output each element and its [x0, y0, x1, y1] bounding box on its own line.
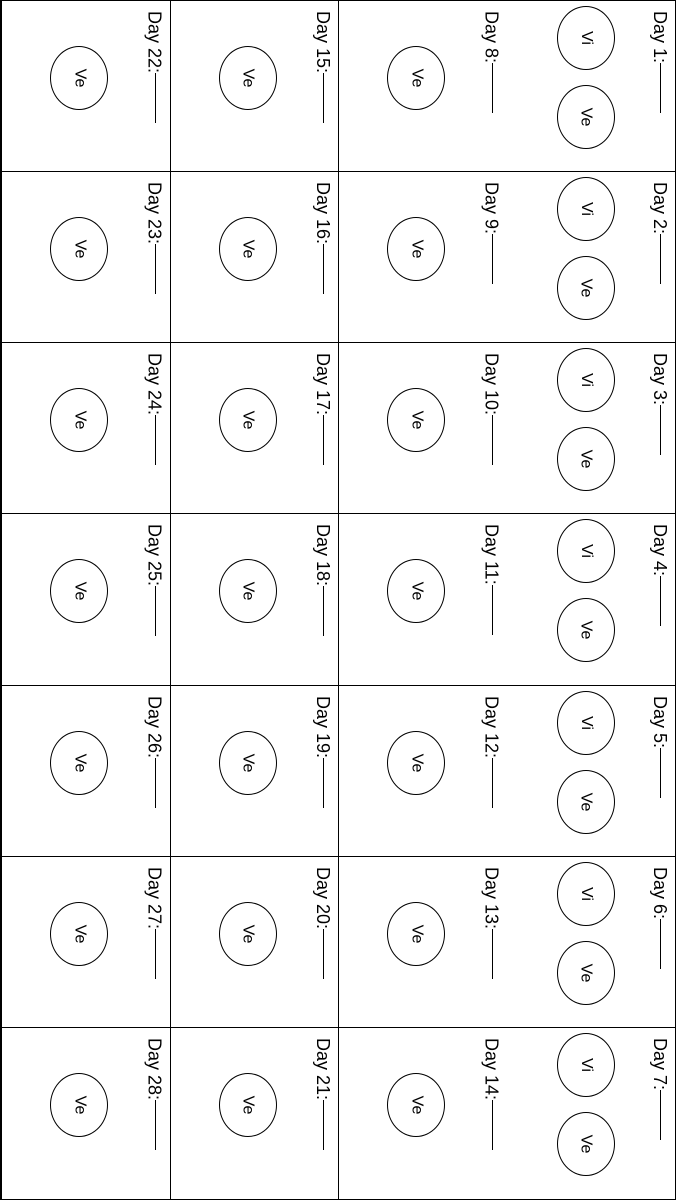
ve-circle-option[interactable]: [387, 46, 445, 110]
day-cell: [1, 514, 170, 685]
day-blank-line[interactable]: [491, 234, 493, 284]
ve-circle-option[interactable]: [50, 388, 108, 452]
ve-circle-option[interactable]: [50, 217, 108, 281]
ve-circle-option[interactable]: [50, 731, 108, 795]
circle-option-label: Ve: [577, 107, 595, 127]
day-label-text: Day 7:: [650, 1037, 670, 1090]
vi-circle-option[interactable]: [557, 519, 615, 583]
ve-circle-option[interactable]: [557, 85, 615, 149]
day-label-text: Day 14:: [481, 1037, 502, 1100]
day-label: [651, 182, 669, 284]
day-label-text: Day 11:: [481, 524, 502, 586]
day-cell: [507, 857, 676, 1028]
circle-option-label: Ve: [408, 239, 425, 259]
day-label: [146, 1038, 164, 1150]
day-label-text: Day 4:: [650, 524, 670, 577]
circle-option-label: Ve: [239, 239, 257, 259]
circle-option-label: Ve: [239, 924, 257, 944]
day-blank-line[interactable]: [322, 1100, 324, 1150]
ve-circle-option[interactable]: [387, 902, 445, 966]
day-blank-line[interactable]: [322, 415, 324, 465]
ve-circle-option[interactable]: [557, 256, 615, 320]
circle-option-label: Ve: [71, 753, 88, 772]
day-label-text: Day 22:: [144, 11, 165, 74]
day-blank-line[interactable]: [659, 576, 661, 626]
ve-circle-option[interactable]: [387, 217, 445, 281]
circle-option-label: Ve: [577, 963, 595, 983]
circle-option-label: Ve: [71, 410, 88, 430]
circle-option-label: Ve: [408, 410, 425, 430]
day-blank-line[interactable]: [154, 244, 156, 294]
day-blank-line[interactable]: [491, 758, 493, 808]
day-label: [483, 524, 501, 635]
day-label: [146, 182, 164, 294]
circle-option-label: Ve: [239, 410, 257, 430]
day-blank-line[interactable]: [659, 234, 661, 284]
day-blank-line[interactable]: [154, 758, 156, 808]
circle-option-label: Vi: [577, 544, 595, 559]
day-cell: [338, 857, 507, 1028]
day-blank-line[interactable]: [322, 244, 324, 294]
day-blank-line[interactable]: [491, 63, 493, 113]
day-cell: [338, 514, 507, 685]
circle-option-label: Ve: [577, 278, 595, 298]
day-cell: [507, 343, 676, 514]
day-label-text: Day 9:: [481, 182, 502, 235]
day-label: [314, 182, 332, 294]
circle-option-label: Vi: [577, 202, 595, 217]
day-label: [483, 696, 501, 808]
ve-circle-option[interactable]: [557, 427, 615, 491]
vi-circle-option[interactable]: [557, 177, 615, 241]
ve-circle-option[interactable]: [387, 559, 445, 623]
day-blank-line[interactable]: [154, 73, 156, 123]
ve-circle-option[interactable]: [387, 388, 445, 452]
day-blank-line[interactable]: [322, 586, 324, 636]
day-blank-line[interactable]: [491, 415, 493, 465]
day-label: [146, 867, 164, 979]
day-label-text: Day 27:: [144, 866, 165, 929]
circle-option-label: Ve: [408, 582, 425, 601]
day-label-text: Day 5:: [650, 695, 670, 748]
ve-circle-option[interactable]: [219, 46, 277, 110]
day-label: [314, 867, 332, 979]
circle-option-label: Vi: [577, 1057, 595, 1072]
day-cell: [338, 343, 507, 514]
day-label-text: Day 2:: [650, 182, 670, 235]
day-label-text: Day 21:: [313, 1037, 333, 1100]
circle-option-label: Ve: [71, 1095, 88, 1115]
day-label: [651, 867, 669, 969]
day-blank-line[interactable]: [322, 73, 324, 123]
day-blank-line[interactable]: [659, 919, 661, 969]
day-cell: [1, 343, 170, 514]
day-cell: [1, 1028, 170, 1199]
day-label-text: Day 3:: [650, 353, 670, 406]
day-blank-line[interactable]: [659, 63, 661, 113]
day-label-text: Day 24:: [144, 353, 165, 416]
day-cell: [170, 857, 339, 1028]
circle-option-label: Ve: [408, 68, 425, 88]
ve-circle-option[interactable]: [387, 731, 445, 795]
day-label: [483, 11, 501, 113]
day-cell: [170, 172, 339, 343]
day-label-text: Day 25:: [144, 524, 165, 587]
circle-option-label: Ve: [71, 924, 88, 944]
ve-circle-option[interactable]: [557, 770, 615, 834]
day-label: [651, 353, 669, 455]
circle-option-label: Ve: [71, 68, 88, 88]
day-label-text: Day 28:: [144, 1037, 165, 1100]
day-label-text: Day 12:: [481, 695, 502, 758]
day-blank-line[interactable]: [154, 1100, 156, 1150]
day-label-text: Day 17:: [313, 353, 333, 416]
day-blank-line[interactable]: [659, 405, 661, 455]
day-label: [146, 11, 164, 123]
circle-option-label: Ve: [408, 753, 425, 772]
day-blank-line[interactable]: [322, 929, 324, 979]
day-cell: [170, 343, 339, 514]
day-label: [483, 353, 501, 465]
ve-circle-option[interactable]: [219, 731, 277, 795]
day-blank-line[interactable]: [154, 929, 156, 979]
day-cell: [507, 1028, 676, 1199]
circle-option-label: Ve: [408, 924, 425, 944]
ve-circle-option[interactable]: [50, 1073, 108, 1137]
circle-option-label: Ve: [577, 792, 595, 811]
ve-circle-option[interactable]: [387, 1073, 445, 1137]
ve-circle-option[interactable]: [557, 1112, 615, 1176]
day-label-text: Day 8:: [481, 11, 502, 64]
circle-option-label: Ve: [71, 582, 88, 601]
day-label-text: Day 18:: [313, 524, 333, 587]
ve-circle-option[interactable]: [219, 217, 277, 281]
day-label-text: Day 19:: [313, 695, 333, 758]
day-blank-line[interactable]: [491, 585, 493, 635]
circle-option-label: Ve: [577, 449, 595, 469]
day-label-text: Day 10:: [481, 353, 502, 416]
day-blank-line[interactable]: [491, 929, 493, 979]
day-blank-line[interactable]: [154, 415, 156, 465]
day-cell: [1, 857, 170, 1028]
day-cell: [1, 1, 170, 172]
day-label-text: Day 1:: [650, 11, 670, 64]
day-label: [314, 696, 332, 808]
circle-option-label: Ve: [239, 582, 257, 601]
day-label-text: Day 16:: [313, 182, 333, 245]
circle-option-label: Ve: [577, 1134, 595, 1154]
day-label: [146, 696, 164, 808]
circle-option-label: Vi: [577, 373, 595, 388]
day-label: [651, 696, 669, 798]
day-label: [651, 1038, 669, 1140]
day-blank-line[interactable]: [154, 586, 156, 636]
day-label: [483, 867, 501, 979]
ve-circle-option[interactable]: [557, 941, 615, 1005]
ve-circle-option[interactable]: [219, 902, 277, 966]
day-cell: [1, 172, 170, 343]
circle-option-label: Ve: [239, 753, 257, 772]
day-label: [483, 1038, 501, 1150]
ve-circle-option[interactable]: [219, 1073, 277, 1137]
day-label: [651, 11, 669, 113]
day-label-text: Day 20:: [313, 866, 333, 929]
day-cell: [1, 686, 170, 857]
day-label-text: Day 23:: [144, 182, 165, 245]
ve-circle-option[interactable]: [50, 902, 108, 966]
day-label: [314, 353, 332, 465]
day-cell: [507, 172, 676, 343]
day-blank-line[interactable]: [322, 758, 324, 808]
day-cell: [338, 1028, 507, 1199]
day-label: [483, 182, 501, 284]
day-label-text: Day 13:: [481, 866, 502, 929]
day-cell: [170, 1, 339, 172]
vi-circle-option[interactable]: [557, 348, 615, 412]
day-label: [314, 1038, 332, 1150]
circle-option-label: Ve: [577, 621, 595, 640]
day-blank-line[interactable]: [659, 748, 661, 798]
ve-circle-option[interactable]: [219, 559, 277, 623]
ve-circle-option[interactable]: [219, 388, 277, 452]
day-label-text: Day 26:: [144, 695, 165, 758]
circle-option-label: Vi: [577, 31, 595, 45]
day-label: [314, 11, 332, 123]
day-label: [146, 524, 164, 636]
circle-option-label: Vi: [577, 886, 595, 901]
ve-circle-option[interactable]: [557, 598, 615, 662]
day-label: [651, 524, 669, 626]
vi-circle-option[interactable]: [557, 691, 615, 755]
vi-circle-option[interactable]: [557, 862, 615, 926]
day-cell: [507, 514, 676, 685]
ve-circle-option[interactable]: [50, 559, 108, 623]
day-cell: [507, 686, 676, 857]
vi-circle-option[interactable]: [557, 1033, 615, 1097]
day-cell: [338, 172, 507, 343]
day-label-text: Day 15:: [313, 11, 333, 74]
circle-option-label: Ve: [71, 239, 88, 259]
ve-circle-option[interactable]: [50, 46, 108, 110]
day-blank-line[interactable]: [659, 1090, 661, 1140]
circle-option-label: Ve: [408, 1095, 425, 1115]
day-label: [146, 353, 164, 465]
day-cell: [338, 1, 507, 172]
day-cell: [507, 1, 676, 172]
day-blank-line[interactable]: [491, 1100, 493, 1150]
day-cell: [170, 514, 339, 685]
circle-option-label: Vi: [577, 715, 595, 730]
day-cell: [170, 686, 339, 857]
vi-circle-option[interactable]: [557, 6, 615, 70]
day-cell: [170, 1028, 339, 1199]
circle-option-label: Ve: [239, 1095, 257, 1115]
day-label: [314, 524, 332, 636]
circle-option-label: Ve: [239, 68, 257, 88]
day-cell: [338, 686, 507, 857]
day-label-text: Day 6:: [650, 866, 670, 919]
